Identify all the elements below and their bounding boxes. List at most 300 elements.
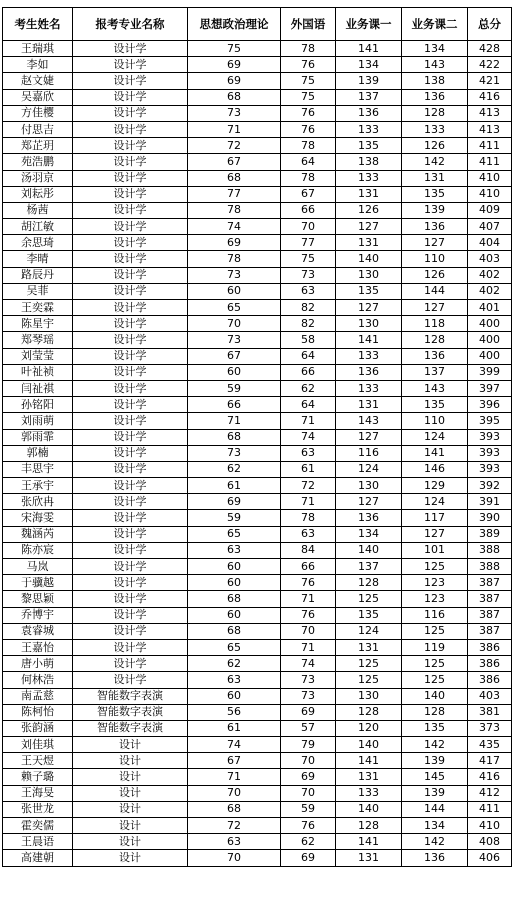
cell-course-two: 142 bbox=[402, 737, 468, 753]
cell-foreign-language: 74 bbox=[281, 656, 336, 672]
cell-name: 李如 bbox=[3, 57, 73, 73]
cell-major: 设计学 bbox=[73, 41, 188, 57]
cell-course-one: 125 bbox=[336, 591, 402, 607]
cell-politics: 68 bbox=[188, 89, 281, 105]
cell-name: 郑琴瑶 bbox=[3, 332, 73, 348]
cell-course-one: 141 bbox=[336, 753, 402, 769]
cell-name: 陈亦宸 bbox=[3, 542, 73, 558]
cell-total: 402 bbox=[468, 283, 512, 299]
score-table-container bbox=[2, 7, 512, 867]
cell-foreign-language: 67 bbox=[281, 186, 336, 202]
table-row bbox=[3, 656, 512, 672]
cell-total: 386 bbox=[468, 656, 512, 672]
cell-name: 乔博宇 bbox=[3, 607, 73, 623]
cell-politics: 68 bbox=[188, 591, 281, 607]
cell-name: 王瑞琪 bbox=[3, 41, 73, 57]
cell-course-two: 128 bbox=[402, 704, 468, 720]
cell-total: 388 bbox=[468, 542, 512, 558]
cell-course-one: 125 bbox=[336, 656, 402, 672]
cell-total: 422 bbox=[468, 57, 512, 73]
cell-course-two: 144 bbox=[402, 283, 468, 299]
cell-name: 袁睿城 bbox=[3, 623, 73, 639]
cell-total: 417 bbox=[468, 753, 512, 769]
cell-foreign-language: 63 bbox=[281, 526, 336, 542]
header-politics: 思想政治理论 bbox=[188, 8, 281, 41]
table-row bbox=[3, 89, 512, 105]
cell-politics: 63 bbox=[188, 834, 281, 850]
cell-total: 413 bbox=[468, 121, 512, 137]
cell-major: 设计学 bbox=[73, 397, 188, 413]
cell-name: 王嘉怡 bbox=[3, 639, 73, 655]
cell-course-one: 128 bbox=[336, 818, 402, 834]
cell-politics: 71 bbox=[188, 121, 281, 137]
cell-major: 设计 bbox=[73, 834, 188, 850]
cell-course-one: 131 bbox=[336, 850, 402, 866]
cell-foreign-language: 76 bbox=[281, 607, 336, 623]
cell-name: 张世龙 bbox=[3, 801, 73, 817]
cell-major: 设计学 bbox=[73, 138, 188, 154]
cell-course-one: 127 bbox=[336, 300, 402, 316]
cell-total: 400 bbox=[468, 332, 512, 348]
cell-politics: 59 bbox=[188, 380, 281, 396]
cell-course-two: 116 bbox=[402, 607, 468, 623]
cell-politics: 63 bbox=[188, 672, 281, 688]
cell-foreign-language: 63 bbox=[281, 445, 336, 461]
table-row bbox=[3, 73, 512, 89]
table-row bbox=[3, 542, 512, 558]
cell-course-two: 110 bbox=[402, 413, 468, 429]
cell-course-one: 127 bbox=[336, 429, 402, 445]
table-row bbox=[3, 41, 512, 57]
cell-foreign-language: 70 bbox=[281, 785, 336, 801]
cell-name: 于骥越 bbox=[3, 575, 73, 591]
cell-course-two: 143 bbox=[402, 380, 468, 396]
cell-course-two: 124 bbox=[402, 494, 468, 510]
cell-course-two: 124 bbox=[402, 429, 468, 445]
cell-politics: 72 bbox=[188, 138, 281, 154]
cell-politics: 78 bbox=[188, 251, 281, 267]
cell-foreign-language: 70 bbox=[281, 753, 336, 769]
table-row bbox=[3, 720, 512, 736]
cell-course-one: 133 bbox=[336, 170, 402, 186]
cell-course-two: 136 bbox=[402, 850, 468, 866]
cell-course-two: 134 bbox=[402, 41, 468, 57]
cell-total: 387 bbox=[468, 575, 512, 591]
cell-politics: 69 bbox=[188, 494, 281, 510]
cell-course-two: 127 bbox=[402, 235, 468, 251]
header-course-two: 业务课二 bbox=[402, 8, 468, 41]
cell-course-one: 131 bbox=[336, 186, 402, 202]
cell-politics: 69 bbox=[188, 57, 281, 73]
cell-foreign-language: 69 bbox=[281, 769, 336, 785]
cell-total: 410 bbox=[468, 186, 512, 202]
cell-total: 389 bbox=[468, 526, 512, 542]
cell-total: 421 bbox=[468, 73, 512, 89]
cell-course-two: 137 bbox=[402, 364, 468, 380]
cell-course-one: 131 bbox=[336, 769, 402, 785]
cell-major: 设计学 bbox=[73, 267, 188, 283]
cell-course-one: 131 bbox=[336, 235, 402, 251]
cell-politics: 73 bbox=[188, 105, 281, 121]
cell-course-two: 127 bbox=[402, 526, 468, 542]
table-row bbox=[3, 526, 512, 542]
cell-major: 设计 bbox=[73, 850, 188, 866]
cell-politics: 75 bbox=[188, 41, 281, 57]
cell-course-one: 133 bbox=[336, 348, 402, 364]
cell-course-one: 116 bbox=[336, 445, 402, 461]
cell-total: 393 bbox=[468, 461, 512, 477]
cell-course-one: 133 bbox=[336, 785, 402, 801]
table-row bbox=[3, 413, 512, 429]
cell-major: 设计学 bbox=[73, 251, 188, 267]
cell-course-two: 143 bbox=[402, 57, 468, 73]
cell-name: 黎思颖 bbox=[3, 591, 73, 607]
cell-politics: 65 bbox=[188, 300, 281, 316]
cell-course-two: 136 bbox=[402, 89, 468, 105]
cell-course-one: 135 bbox=[336, 138, 402, 154]
cell-course-one: 134 bbox=[336, 57, 402, 73]
cell-major: 设计学 bbox=[73, 656, 188, 672]
cell-total: 411 bbox=[468, 138, 512, 154]
cell-major: 设计学 bbox=[73, 186, 188, 202]
cell-course-one: 138 bbox=[336, 154, 402, 170]
cell-course-one: 141 bbox=[336, 41, 402, 57]
cell-course-one: 140 bbox=[336, 801, 402, 817]
cell-course-one: 139 bbox=[336, 73, 402, 89]
cell-politics: 70 bbox=[188, 785, 281, 801]
cell-total: 386 bbox=[468, 639, 512, 655]
cell-foreign-language: 79 bbox=[281, 737, 336, 753]
cell-name: 杨茜 bbox=[3, 202, 73, 218]
cell-name: 郭楠 bbox=[3, 445, 73, 461]
cell-major: 设计学 bbox=[73, 413, 188, 429]
cell-total: 403 bbox=[468, 251, 512, 267]
cell-politics: 60 bbox=[188, 559, 281, 575]
cell-politics: 66 bbox=[188, 397, 281, 413]
table-row bbox=[3, 316, 512, 332]
table-row bbox=[3, 607, 512, 623]
cell-course-two: 136 bbox=[402, 348, 468, 364]
cell-foreign-language: 76 bbox=[281, 57, 336, 73]
cell-course-one: 140 bbox=[336, 542, 402, 558]
table-row bbox=[3, 57, 512, 73]
cell-course-one: 131 bbox=[336, 397, 402, 413]
table-row bbox=[3, 850, 512, 866]
cell-major: 智能数字表演 bbox=[73, 704, 188, 720]
cell-major: 设计学 bbox=[73, 202, 188, 218]
cell-foreign-language: 76 bbox=[281, 105, 336, 121]
cell-name: 刘雨萌 bbox=[3, 413, 73, 429]
cell-foreign-language: 82 bbox=[281, 316, 336, 332]
cell-politics: 56 bbox=[188, 704, 281, 720]
cell-major: 设计学 bbox=[73, 57, 188, 73]
cell-total: 407 bbox=[468, 219, 512, 235]
cell-name: 付思吉 bbox=[3, 121, 73, 137]
cell-name: 刘莹莹 bbox=[3, 348, 73, 364]
cell-foreign-language: 61 bbox=[281, 461, 336, 477]
cell-course-two: 135 bbox=[402, 720, 468, 736]
cell-total: 406 bbox=[468, 850, 512, 866]
cell-name: 唐小萌 bbox=[3, 656, 73, 672]
cell-politics: 60 bbox=[188, 364, 281, 380]
table-row bbox=[3, 688, 512, 704]
cell-politics: 71 bbox=[188, 769, 281, 785]
cell-total: 412 bbox=[468, 785, 512, 801]
cell-course-one: 130 bbox=[336, 267, 402, 283]
cell-politics: 70 bbox=[188, 316, 281, 332]
cell-course-one: 126 bbox=[336, 202, 402, 218]
cell-foreign-language: 71 bbox=[281, 413, 336, 429]
cell-politics: 74 bbox=[188, 219, 281, 235]
table-row bbox=[3, 575, 512, 591]
cell-name: 孙铭阳 bbox=[3, 397, 73, 413]
cell-name: 王奕霖 bbox=[3, 300, 73, 316]
cell-name: 赖子璐 bbox=[3, 769, 73, 785]
table-row bbox=[3, 235, 512, 251]
cell-total: 416 bbox=[468, 769, 512, 785]
cell-politics: 67 bbox=[188, 753, 281, 769]
cell-name: 吴嘉欣 bbox=[3, 89, 73, 105]
score-table bbox=[2, 7, 512, 867]
cell-course-two: 118 bbox=[402, 316, 468, 332]
cell-politics: 72 bbox=[188, 818, 281, 834]
cell-course-two: 135 bbox=[402, 397, 468, 413]
cell-total: 388 bbox=[468, 559, 512, 575]
cell-total: 402 bbox=[468, 267, 512, 283]
cell-major: 设计 bbox=[73, 785, 188, 801]
cell-major: 设计学 bbox=[73, 607, 188, 623]
cell-course-one: 127 bbox=[336, 494, 402, 510]
cell-name: 余思琦 bbox=[3, 235, 73, 251]
cell-major: 设计学 bbox=[73, 316, 188, 332]
cell-total: 404 bbox=[468, 235, 512, 251]
cell-course-one: 130 bbox=[336, 688, 402, 704]
cell-foreign-language: 69 bbox=[281, 704, 336, 720]
cell-politics: 68 bbox=[188, 170, 281, 186]
cell-politics: 69 bbox=[188, 73, 281, 89]
cell-politics: 73 bbox=[188, 445, 281, 461]
cell-foreign-language: 84 bbox=[281, 542, 336, 558]
cell-major: 设计学 bbox=[73, 364, 188, 380]
cell-foreign-language: 70 bbox=[281, 623, 336, 639]
cell-course-two: 125 bbox=[402, 559, 468, 575]
cell-name: 闫祉祺 bbox=[3, 380, 73, 396]
cell-course-one: 136 bbox=[336, 105, 402, 121]
cell-politics: 61 bbox=[188, 720, 281, 736]
table-row bbox=[3, 494, 512, 510]
cell-name: 宋海雯 bbox=[3, 510, 73, 526]
cell-name: 王承宇 bbox=[3, 478, 73, 494]
cell-course-two: 139 bbox=[402, 785, 468, 801]
cell-total: 408 bbox=[468, 834, 512, 850]
cell-politics: 68 bbox=[188, 429, 281, 445]
table-row bbox=[3, 380, 512, 396]
cell-major: 设计学 bbox=[73, 494, 188, 510]
header-foreign-language: 外国语 bbox=[281, 8, 336, 41]
cell-major: 设计学 bbox=[73, 639, 188, 655]
cell-major: 智能数字表演 bbox=[73, 720, 188, 736]
cell-name: 陈星宇 bbox=[3, 316, 73, 332]
cell-politics: 68 bbox=[188, 801, 281, 817]
table-body bbox=[3, 41, 512, 867]
cell-foreign-language: 71 bbox=[281, 494, 336, 510]
table-row bbox=[3, 478, 512, 494]
cell-foreign-language: 71 bbox=[281, 639, 336, 655]
cell-foreign-language: 76 bbox=[281, 818, 336, 834]
cell-major: 设计学 bbox=[73, 380, 188, 396]
cell-name: 张韵涵 bbox=[3, 720, 73, 736]
cell-politics: 74 bbox=[188, 737, 281, 753]
cell-course-one: 125 bbox=[336, 672, 402, 688]
cell-foreign-language: 78 bbox=[281, 170, 336, 186]
cell-foreign-language: 73 bbox=[281, 672, 336, 688]
cell-foreign-language: 70 bbox=[281, 219, 336, 235]
table-row bbox=[3, 429, 512, 445]
cell-course-two: 135 bbox=[402, 186, 468, 202]
cell-name: 郑芷玥 bbox=[3, 138, 73, 154]
header-name: 考生姓名 bbox=[3, 8, 73, 41]
cell-politics: 70 bbox=[188, 850, 281, 866]
cell-course-one: 140 bbox=[336, 737, 402, 753]
cell-name: 赵文婕 bbox=[3, 73, 73, 89]
cell-foreign-language: 74 bbox=[281, 429, 336, 445]
cell-politics: 60 bbox=[188, 283, 281, 299]
cell-foreign-language: 76 bbox=[281, 121, 336, 137]
cell-course-one: 133 bbox=[336, 121, 402, 137]
cell-politics: 71 bbox=[188, 413, 281, 429]
cell-major: 设计 bbox=[73, 769, 188, 785]
cell-course-one: 120 bbox=[336, 720, 402, 736]
table-row bbox=[3, 769, 512, 785]
table-row bbox=[3, 348, 512, 364]
cell-name: 刘耘彤 bbox=[3, 186, 73, 202]
cell-total: 400 bbox=[468, 348, 512, 364]
cell-name: 方佳樱 bbox=[3, 105, 73, 121]
cell-course-one: 136 bbox=[336, 364, 402, 380]
cell-name: 胡江敏 bbox=[3, 219, 73, 235]
table-row bbox=[3, 186, 512, 202]
cell-total: 416 bbox=[468, 89, 512, 105]
cell-major: 设计学 bbox=[73, 332, 188, 348]
cell-course-two: 101 bbox=[402, 542, 468, 558]
cell-politics: 73 bbox=[188, 267, 281, 283]
cell-course-one: 124 bbox=[336, 623, 402, 639]
cell-foreign-language: 75 bbox=[281, 73, 336, 89]
cell-name: 叶祉祯 bbox=[3, 364, 73, 380]
cell-major: 设计 bbox=[73, 753, 188, 769]
cell-politics: 67 bbox=[188, 154, 281, 170]
cell-course-two: 125 bbox=[402, 656, 468, 672]
cell-major: 设计学 bbox=[73, 672, 188, 688]
cell-foreign-language: 78 bbox=[281, 138, 336, 154]
cell-total: 401 bbox=[468, 300, 512, 316]
cell-course-two: 123 bbox=[402, 575, 468, 591]
cell-foreign-language: 71 bbox=[281, 591, 336, 607]
cell-name: 王天煜 bbox=[3, 753, 73, 769]
cell-name: 南孟慈 bbox=[3, 688, 73, 704]
cell-total: 410 bbox=[468, 818, 512, 834]
cell-course-one: 130 bbox=[336, 478, 402, 494]
cell-course-two: 138 bbox=[402, 73, 468, 89]
cell-total: 387 bbox=[468, 591, 512, 607]
header-course-one: 业务课一 bbox=[336, 8, 402, 41]
cell-course-two: 117 bbox=[402, 510, 468, 526]
cell-foreign-language: 62 bbox=[281, 834, 336, 850]
cell-name: 王晨语 bbox=[3, 834, 73, 850]
cell-name: 霍奕儒 bbox=[3, 818, 73, 834]
table-row bbox=[3, 364, 512, 380]
cell-politics: 77 bbox=[188, 186, 281, 202]
cell-major: 设计学 bbox=[73, 121, 188, 137]
cell-politics: 62 bbox=[188, 461, 281, 477]
table-row bbox=[3, 639, 512, 655]
cell-major: 设计学 bbox=[73, 170, 188, 186]
cell-total: 409 bbox=[468, 202, 512, 218]
table-row bbox=[3, 397, 512, 413]
cell-major: 设计学 bbox=[73, 510, 188, 526]
cell-course-two: 125 bbox=[402, 672, 468, 688]
cell-foreign-language: 58 bbox=[281, 332, 336, 348]
table-row bbox=[3, 105, 512, 121]
cell-course-one: 140 bbox=[336, 251, 402, 267]
cell-politics: 63 bbox=[188, 542, 281, 558]
cell-politics: 60 bbox=[188, 688, 281, 704]
table-row bbox=[3, 559, 512, 575]
table-row bbox=[3, 300, 512, 316]
header-major: 报考专业名称 bbox=[73, 8, 188, 41]
table-row bbox=[3, 154, 512, 170]
cell-major: 设计学 bbox=[73, 559, 188, 575]
table-row bbox=[3, 138, 512, 154]
cell-course-two: 126 bbox=[402, 267, 468, 283]
cell-major: 设计学 bbox=[73, 461, 188, 477]
table-row bbox=[3, 672, 512, 688]
table-row bbox=[3, 267, 512, 283]
cell-total: 410 bbox=[468, 170, 512, 186]
cell-foreign-language: 72 bbox=[281, 478, 336, 494]
cell-total: 400 bbox=[468, 316, 512, 332]
cell-total: 403 bbox=[468, 688, 512, 704]
table-row bbox=[3, 332, 512, 348]
cell-total: 413 bbox=[468, 105, 512, 121]
cell-politics: 65 bbox=[188, 639, 281, 655]
cell-name: 张欣冉 bbox=[3, 494, 73, 510]
cell-total: 411 bbox=[468, 154, 512, 170]
cell-politics: 78 bbox=[188, 202, 281, 218]
table-row bbox=[3, 202, 512, 218]
table-row bbox=[3, 737, 512, 753]
cell-name: 李晴 bbox=[3, 251, 73, 267]
cell-course-one: 137 bbox=[336, 559, 402, 575]
cell-politics: 60 bbox=[188, 607, 281, 623]
cell-foreign-language: 64 bbox=[281, 154, 336, 170]
cell-politics: 68 bbox=[188, 623, 281, 639]
cell-name: 汤羽京 bbox=[3, 170, 73, 186]
cell-total: 381 bbox=[468, 704, 512, 720]
cell-course-two: 110 bbox=[402, 251, 468, 267]
cell-politics: 73 bbox=[188, 332, 281, 348]
cell-name: 路辰丹 bbox=[3, 267, 73, 283]
cell-politics: 60 bbox=[188, 575, 281, 591]
cell-major: 设计学 bbox=[73, 478, 188, 494]
table-row bbox=[3, 251, 512, 267]
cell-course-one: 135 bbox=[336, 607, 402, 623]
table-header-row bbox=[3, 8, 512, 41]
cell-major: 设计学 bbox=[73, 219, 188, 235]
cell-total: 393 bbox=[468, 445, 512, 461]
cell-foreign-language: 73 bbox=[281, 267, 336, 283]
cell-foreign-language: 57 bbox=[281, 720, 336, 736]
